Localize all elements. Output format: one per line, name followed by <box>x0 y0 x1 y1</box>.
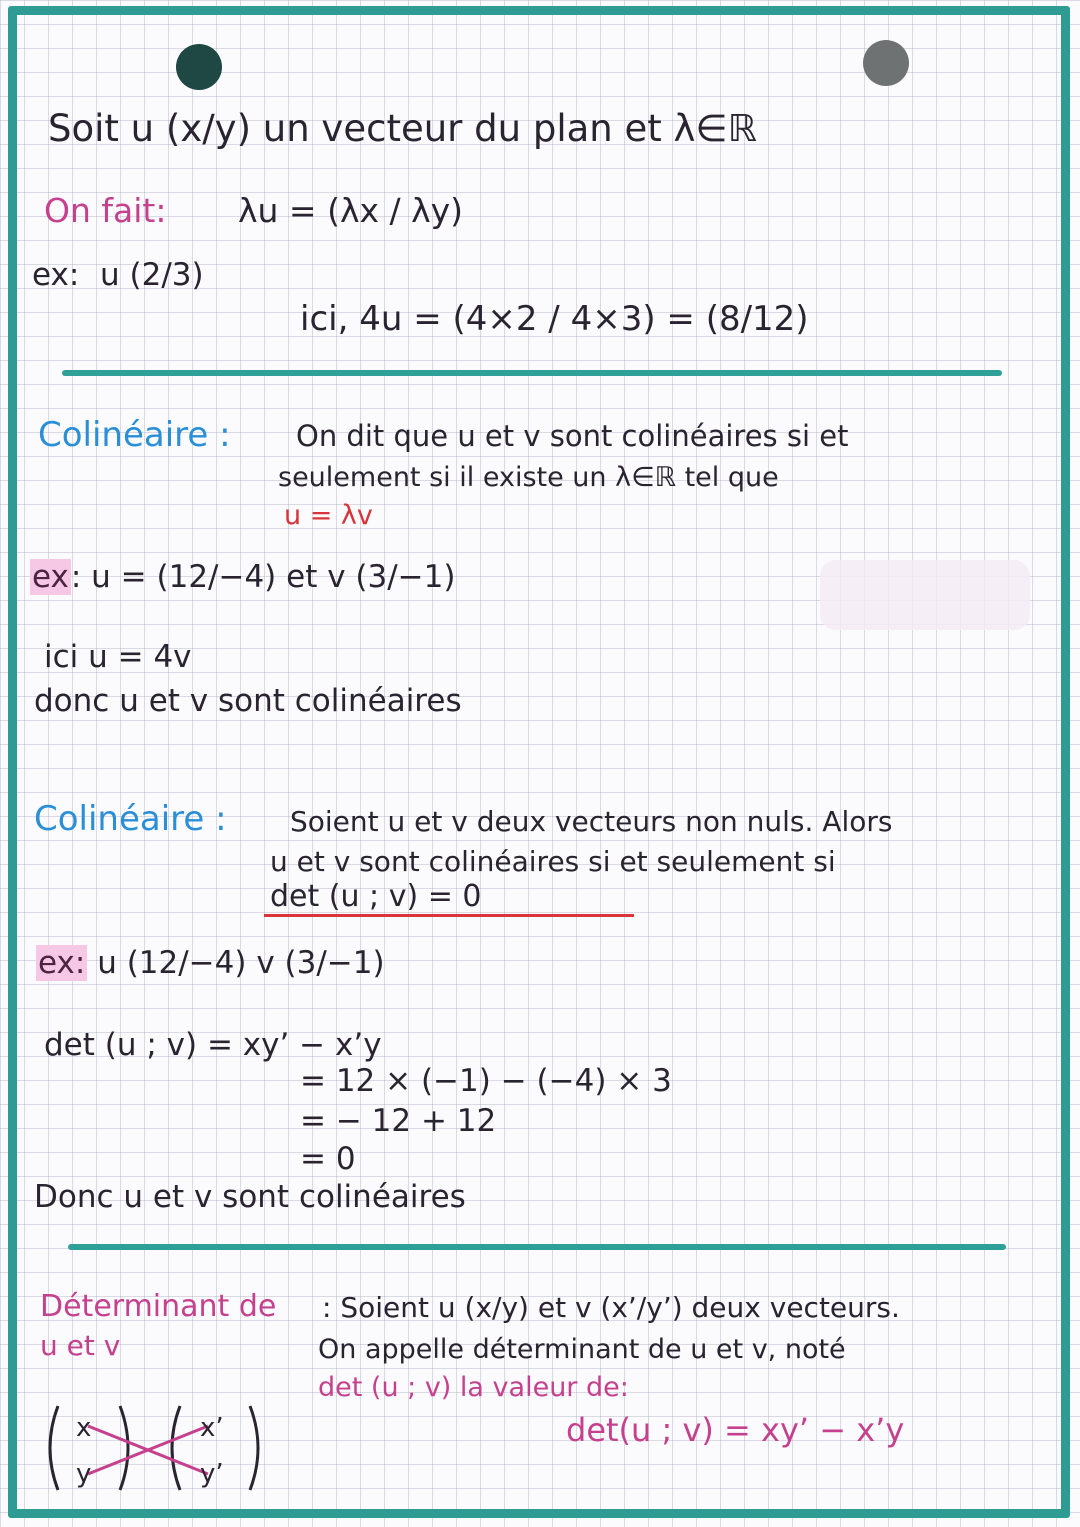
determinant-text-2: On appelle déterminant de u et v, noté <box>318 1334 846 1365</box>
on-fait-label: On fait: <box>44 191 167 230</box>
det-step-1: det (u ; v) = xy’ − x’y <box>44 1027 382 1063</box>
determinant-text-1: : Soient u (x/y) et v (x’/y’) deux vecteurs. <box>322 1291 900 1324</box>
det-step-2: = 12 × (−1) − (−4) × 3 <box>300 1063 672 1099</box>
cross-x-prime: x’ <box>200 1413 224 1443</box>
det-step-3: = − 12 + 12 <box>300 1103 497 1139</box>
binder-hole-right <box>863 40 909 86</box>
on-fait-expression: λu = (λx / λy) <box>238 191 464 230</box>
colineaire-title-1: Colinéaire : <box>38 415 231 455</box>
example-expression-3: u (12/−4) v (3/−1) <box>97 945 385 981</box>
colineaire-det-text-1: Soient u et v deux vecteurs non nuls. Alors <box>290 805 893 838</box>
example-label-3: ex: <box>38 945 86 981</box>
determinant-title-vectors: u et v <box>40 1329 121 1362</box>
example-label-1: ex: <box>32 257 80 293</box>
section-divider-2 <box>68 1244 1006 1250</box>
condition-underline <box>264 914 634 917</box>
colineaire-text-1: On dit que u et v sont colinéaires si et <box>296 419 849 453</box>
example-label-2: ex <box>32 559 69 595</box>
right-paren-close <box>250 1406 258 1490</box>
example-ici-line: ici u = 4v <box>44 639 192 675</box>
right-paren-open <box>172 1406 180 1490</box>
example-calculation-1: ici, 4u = (4×2 / 4×3) = (8/12) <box>300 299 809 339</box>
example-expression-2: : u = (12/−4) et v (3/−1) <box>70 559 456 595</box>
det-conclusion: Donc u et v sont colinéaires <box>34 1179 466 1215</box>
cross-x: x <box>76 1413 92 1443</box>
colineaire-det-text-2: u et v sont colinéaires si et seulement si <box>270 845 836 878</box>
eraser-smudge <box>820 560 1030 630</box>
det-step-4: = 0 <box>300 1141 356 1177</box>
left-paren-close <box>120 1406 128 1490</box>
cross-y: y <box>76 1459 92 1489</box>
section-divider-1 <box>62 370 1002 376</box>
determinant-det-notation: det (u ; v) la valeur de: <box>318 1372 629 1403</box>
determinant-title: Déterminant de <box>40 1289 277 1324</box>
colineaire-text-2: seulement si il existe un λ∈ℝ tel que <box>278 462 779 493</box>
colineaire-title-2: Colinéaire : <box>34 799 227 839</box>
cross-y-prime: y’ <box>200 1459 224 1489</box>
definition-line: Soit u (x/y) un vecteur du plan et λ∈ℝ <box>48 107 757 150</box>
example-vector-1: u (2/3) <box>100 257 204 293</box>
binder-hole-left <box>176 44 222 90</box>
colineaire-formula: u = λv <box>284 500 373 531</box>
determinant-formula: det(u ; v) = xy’ − x’y <box>566 1411 905 1449</box>
colineaire-det-condition: det (u ; v) = 0 <box>270 879 482 914</box>
cross-product-diagram <box>40 1398 270 1498</box>
left-paren-open <box>50 1406 58 1490</box>
example-donc-line: donc u et v sont colinéaires <box>34 683 462 719</box>
